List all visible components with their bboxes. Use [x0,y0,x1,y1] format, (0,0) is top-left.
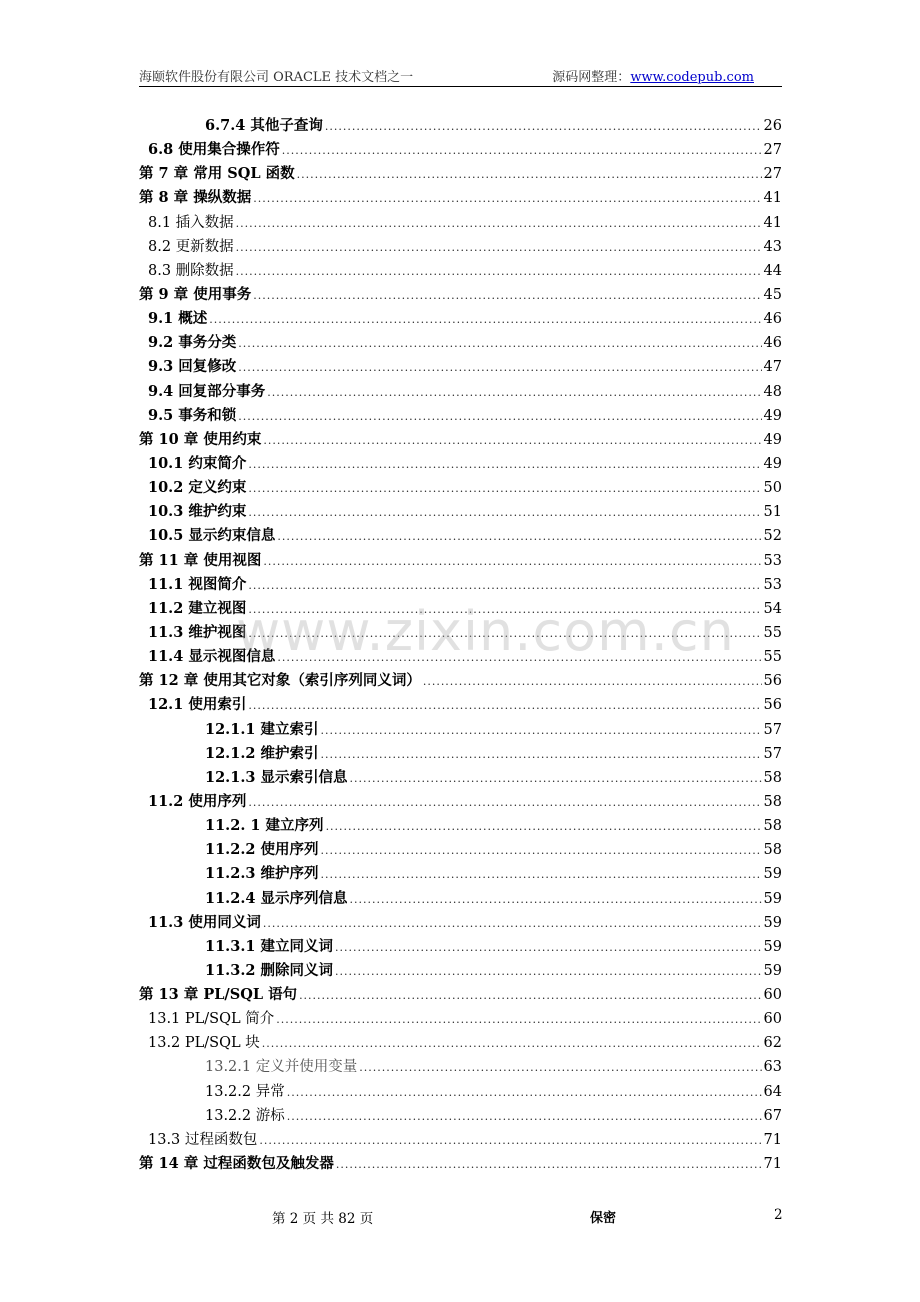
toc-entry-title: 第 7 章 常用 SQL 函数 [139,165,295,183]
toc-entry-page: 63 [763,1059,782,1076]
toc-entry[interactable] [139,621,782,645]
toc-entry-page: 57 [763,745,782,762]
toc-dot-leader [262,1032,762,1056]
toc-entry-title: 11.2.2 使用序列 [205,841,319,859]
toc-dot-leader [267,381,761,405]
toc-entry-title: 11.3.2 删除同义词 [205,961,334,979]
toc-entry[interactable] [139,597,782,621]
toc-dot-leader [321,839,762,863]
toc-entry[interactable] [139,1055,782,1079]
toc-entry-page: 27 [763,166,782,183]
toc-entry-title: 11.1 视图简介 [148,575,247,593]
toc-dot-leader [336,1153,762,1177]
toc-entry-page: 53 [763,576,782,593]
toc-entry[interactable] [139,283,782,307]
toc-entry-title: 10.1 约束简介 [148,454,247,472]
toc-entry-page: 59 [763,938,782,955]
toc-entry[interactable] [139,935,782,959]
toc-dot-leader [277,646,761,670]
toc-entry-title: 13.2.2 异常 [205,1083,285,1100]
toc-entry-page: 62 [763,1035,782,1052]
toc-entry[interactable] [139,549,782,573]
toc-entry[interactable] [139,500,782,524]
toc-entry-title: 11.2.4 显示序列信息 [205,889,348,907]
toc-entry-title: 11.2 建立视图 [148,599,247,617]
toc-dot-leader [253,284,761,308]
page-header [139,66,782,87]
toc-entry[interactable] [139,259,782,283]
toc-dot-leader [248,694,761,718]
toc-entry-title: 13.1 PL/SQL 简介 [148,1011,275,1028]
toc-entry-page: 50 [763,480,782,497]
toc-entry-page: 64 [763,1083,782,1100]
toc-entry-page: 58 [763,818,782,835]
toc-entry-title: 第 9 章 使用事务 [139,285,252,303]
toc-entry-page: 58 [763,793,782,810]
toc-entry[interactable] [139,1080,782,1104]
toc-entry-page: 41 [763,190,782,207]
toc-entry-page: 60 [763,1011,782,1028]
toc-entry-page: 46 [763,311,782,328]
toc-dot-leader [248,598,761,622]
header-source-link[interactable]: www.codepub.com [630,70,754,85]
toc-dot-leader [321,719,762,743]
toc-dot-leader [236,212,762,236]
toc-entry[interactable] [139,766,782,790]
toc-entry-title: 11.3 维护视图 [148,623,247,641]
toc-entry[interactable] [139,573,782,597]
toc-entry-title: 12.1.1 建立索引 [205,720,319,738]
toc-dot-leader [248,574,761,598]
toc-entry[interactable] [139,452,782,476]
toc-entry[interactable] [139,983,782,1007]
toc-entry[interactable] [139,380,782,404]
toc-dot-leader [297,163,762,187]
page-footer [0,1207,920,1227]
toc-entry[interactable] [139,1104,782,1128]
footer-page-number: 2 [774,1207,783,1223]
toc-entry[interactable] [139,235,782,259]
toc-entry[interactable] [139,911,782,935]
toc-entry[interactable] [139,693,782,717]
toc-entry-page: 27 [763,142,782,159]
toc-dot-leader [359,1056,761,1080]
toc-entry[interactable] [139,162,782,186]
toc-entry-title: 11.3.1 建立同义词 [205,937,334,955]
toc-entry-title: 6.8 使用集合操作符 [148,141,280,159]
toc-entry[interactable] [139,742,782,766]
toc-entry[interactable] [139,887,782,911]
toc-dot-leader [238,356,761,380]
toc-dot-leader [236,236,762,260]
toc-entry[interactable] [139,790,782,814]
header-source [552,66,754,85]
toc-entry[interactable] [139,307,782,331]
toc-entry-page: 56 [763,697,782,714]
toc-entry-page: 46 [763,335,782,352]
toc-entry-title: 第 12 章 使用其它对象（索引序列同义词） [139,672,421,690]
toc-entry-page: 60 [763,987,782,1004]
toc-entry-page: 53 [763,552,782,569]
toc-entry-title: 9.5 事务和锁 [148,406,237,424]
toc-entry-title: 第 11 章 使用视图 [139,551,262,569]
toc-entry[interactable] [139,524,782,548]
toc-dot-leader [277,525,761,549]
toc-entry[interactable] [139,1007,782,1031]
toc-entry-page: 58 [763,842,782,859]
toc-dot-leader [423,670,762,694]
toc-entry-page: 49 [763,431,782,448]
toc-entry-page: 67 [763,1107,782,1124]
toc-entry-title: 第 8 章 操纵数据 [139,189,252,207]
toc-entry-title: 8.3 删除数据 [148,262,234,279]
toc-entry[interactable] [139,814,782,838]
toc-entry-page: 43 [763,238,782,255]
toc-entry-page: 56 [763,673,782,690]
toc-dot-leader [326,815,762,839]
header-source-label: 源码网整理： [552,70,631,85]
toc-dot-leader [321,743,762,767]
toc-entry[interactable] [139,862,782,886]
toc-dot-leader [335,960,762,984]
toc-entry[interactable] [139,959,782,983]
toc-dot-leader [253,187,761,211]
toc-entry-title: 10.3 维护约束 [148,503,247,521]
toc-entry-title: 第 10 章 使用约束 [139,430,262,448]
toc-entry-title: 11.4 显示视图信息 [148,648,276,666]
toc-entry-page: 55 [763,624,782,641]
toc-entry-title: 12.1.2 维护索引 [205,744,319,762]
toc-entry[interactable] [139,331,782,355]
toc-entry-title: 9.3 回复修改 [148,358,237,376]
toc-entry-page: 55 [763,649,782,666]
toc-entry-title: 13.2.1 定义并使用变量 [205,1059,358,1076]
toc-entry-page: 59 [763,866,782,883]
toc-entry-page: 57 [763,721,782,738]
toc-entry[interactable] [139,186,782,210]
toc-entry-title: 9.4 回复部分事务 [148,382,266,400]
toc-entry-title: 11.2. 1 建立序列 [205,817,324,835]
toc-entry-title: 11.2 使用序列 [148,792,247,810]
toc-dot-leader [321,863,762,887]
toc-entry-page: 44 [763,262,782,279]
footer-page-count: 第 2 页 共 82 页 [272,1211,374,1227]
toc-dot-leader [287,1105,762,1129]
toc-entry-title: 11.3 使用同义词 [148,913,261,931]
toc-dot-leader [248,477,761,501]
toc-entry[interactable] [139,718,782,742]
toc-entry-title: 第 13 章 PL/SQL 语句 [139,986,298,1004]
toc-entry[interactable] [139,476,782,500]
header-company-title: 海颐软件股份有限公司 ORACLE 技术文档之一 [139,70,414,85]
toc-dot-leader [248,453,761,477]
toc-entry-title: 10.5 显示约束信息 [148,527,276,545]
toc-dot-leader [287,1081,762,1105]
toc-dot-leader [335,936,762,960]
toc-dot-leader [350,888,762,912]
toc-entry-page: 47 [763,359,782,376]
toc-entry-page: 59 [763,914,782,931]
toc-entry[interactable] [139,838,782,862]
toc-entry-title: 10.2 定义约束 [148,479,247,497]
toc-dot-leader [263,912,762,936]
toc-dot-leader [248,501,761,525]
toc-entry[interactable] [139,1152,782,1176]
toc-dot-leader [325,115,762,139]
toc-dot-leader [263,429,761,453]
toc-entry[interactable] [139,138,782,162]
toc-dot-leader [276,1008,761,1032]
toc-entry-title: 第 14 章 过程函数包及触发器 [139,1155,334,1173]
toc-entry-title: 13.3 过程函数包 [148,1131,258,1148]
toc-entry-page: 49 [763,455,782,472]
toc-entry[interactable] [139,428,782,452]
toc-entry-title: 12.1 使用索引 [148,696,247,714]
toc-entry[interactable] [139,404,782,428]
toc-entry-page: 59 [763,890,782,907]
toc-dot-leader [238,405,761,429]
toc-entry-title: 13.2.2 游标 [205,1107,285,1124]
toc-entry-page: 71 [763,1156,782,1173]
toc-entry-title: 8.2 更新数据 [148,238,234,255]
toc-entry-page: 59 [763,962,782,979]
toc-entry-title: 13.2 PL/SQL 块 [148,1035,260,1052]
toc-entry[interactable] [139,1031,782,1055]
table-of-contents [139,114,782,1176]
toc-dot-leader [282,139,762,163]
footer-confidential-label: 保密 [590,1211,617,1226]
toc-entry-title: 9.1 概述 [148,310,208,328]
toc-dot-leader [248,791,761,815]
toc-entry-page: 26 [763,118,782,134]
toc-entry-page: 58 [763,769,782,786]
toc-entry[interactable] [139,211,782,235]
toc-entry-page: 49 [763,407,782,424]
toc-entry[interactable] [139,114,782,138]
toc-entry-page: 51 [763,504,782,521]
toc-entry-page: 48 [763,383,782,400]
toc-entry-title: 12.1.3 显示索引信息 [205,768,348,786]
toc-entry-title: 11.2.3 维护序列 [205,865,319,883]
toc-dot-leader [263,550,761,574]
toc-entry[interactable] [139,669,782,693]
toc-entry[interactable] [139,1128,782,1152]
toc-entry-page: 41 [763,214,782,231]
toc-entry-title: 9.2 事务分类 [148,334,237,352]
toc-entry-title: 8.1 插入数据 [148,214,234,231]
toc-entry[interactable] [139,355,782,379]
watermark: www.zixin.com.cn [236,600,735,663]
toc-dot-leader [259,1129,761,1153]
toc-dot-leader [238,332,761,356]
toc-dot-leader [209,308,761,332]
toc-dot-leader [299,984,761,1008]
toc-entry-page: 45 [763,286,782,303]
toc-dot-leader [248,622,761,646]
toc-dot-leader [350,767,762,791]
toc-entry-title: 6.7.4 其他子查询 [205,117,323,134]
toc-entry-page: 54 [763,600,782,617]
toc-dot-leader [236,260,762,284]
toc-entry-page: 71 [763,1131,782,1148]
toc-entry-page: 52 [763,528,782,545]
toc-entry[interactable] [139,645,782,669]
